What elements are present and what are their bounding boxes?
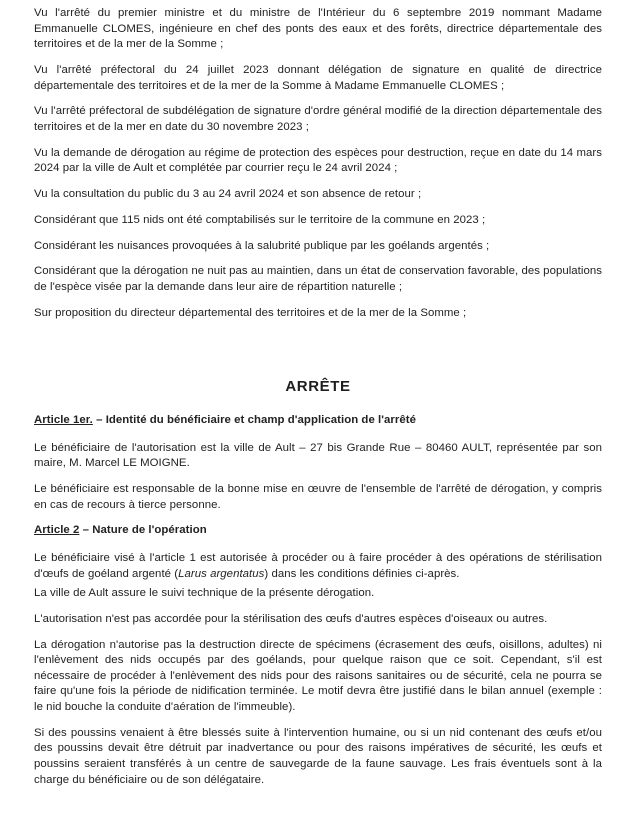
considerant-paragraph: Considérant que 115 nids ont été comptabilisés sur le territoire de la commune en 2023 ; [34, 213, 486, 226]
article-2-number: Article 2 [34, 524, 80, 537]
article-2-text: Le bénéficiaire visé à l'article 1 est autorisée à procéder ou à faire procéder à des opérations de stérilisation d'œufs de goéland argenté ( [34, 551, 602, 580]
article-2-paragraph [34, 551, 602, 582]
article-1-heading [34, 413, 602, 429]
article-2-text: ) dans les conditions définies ci-après. [264, 567, 460, 580]
article-1-separator: – [92, 414, 106, 426]
visa-paragraph: Vu l'arrêté préfectoral du 24 juillet 2023 donnant délégation de signature en qualité de directrice départementale des territoires et de la mer de la Somme à Madame Emmanuelle CLOMES ; [34, 63, 602, 92]
article-1-paragraph: Le bénéficiaire est responsable de la bonne mise en œuvre de l'ensemble de l'arrêté de dérogation, y compris en cas de recours à tierce personne. [34, 482, 602, 511]
visa-paragraph: Vu l'arrêté préfectoral de subdélégation de signature d'ordre général modifié de la direction départementale des territoires et de la mer en date du 30 novembre 2023 ; [34, 105, 602, 133]
article-2-paragraph: La dérogation n'autorise pas la destruction directe de spécimens (écrasement des œufs, oisillons, adultes) ni l'enlèvement des nids occupés par des goélands, pour quelque raison que ce soit. Cependant, s'il est nécessaire de procéder à l'enlèvement des nids pour des raisons sanitaires ou de sécurité, cela ne pourra se faire qu'une fois la période de nidification terminée. Le motif devra être justifié dans le bilan annuel (exemple : le nid bouche la conduite d'aération de l'immeuble). [34, 638, 602, 714]
article-2-title: Nature de l'opération [92, 524, 207, 537]
article-2-heading [34, 523, 602, 539]
considerant-paragraph: Considérant que la dérogation ne nuit pas au maintien, dans un état de conservation favorable, des populations de l'espèce visée par la demande dans leur aire de répartition naturelle ; [34, 265, 602, 294]
article-1-paragraph: Le bénéficiaire de l'autorisation est la ville de Ault – 27 bis Grande Rue – 80460 AULT, représentée par son maire, M. Marcel LE MOIGNE. [34, 441, 602, 470]
visa-paragraph: Vu la demande de dérogation au régime de protection des espèces pour destruction, reçue en date du 14 mars 2024 par la ville de Ault et complétée par courrier reçu le 24 avril 2024 ; [34, 146, 602, 175]
visa-paragraph: Vu la consultation du public du 3 au 24 avril 2024 et son absence de retour ; [34, 188, 422, 201]
article-2-paragraph: L'autorisation n'est pas accordée pour la stérilisation des œufs d'autres espèces d'oiseaux ou autres. [34, 612, 548, 625]
considerant-paragraph: Considérant les nuisances provoquées à la salubrité publique par les goélands argentés ; [34, 239, 490, 252]
article-2-separator: – [79, 524, 93, 537]
proposition-paragraph: Sur proposition du directeur départemental des territoires et de la mer de la Somme ; [34, 306, 467, 319]
article-2-paragraph: La ville de Ault assure le suivi technique de la présente dérogation. [34, 587, 375, 600]
article-1-title: Identité du bénéficiaire et champ d'application de l'arrêté [105, 414, 416, 426]
visa-paragraph: Vu l'arrêté du premier ministre et du ministre de l'Intérieur du 6 septembre 2019 nommant Madame Emmanuelle CLOMES, ingénieure en chef des ponts des eaux et des forêts, directrice départementale des territoires et de la mer de la Somme ; [34, 7, 602, 51]
document-page [34, 6, 602, 798]
species-name: Larus argentatus [178, 567, 265, 580]
article-1-number: Article 1er. [34, 414, 93, 426]
decision-title: ARRÊTE [285, 378, 351, 396]
article-2-paragraph: Si des poussins venaient à être blessés suite à l'intervention humaine, ou si un nid contenant des œufs et/ou des poussins devait être détruit par inadvertance ou pour des raisons impératives de sécurité, les œufs et poussins seraient transférés à un centre de sauvegarde de la faune sauvage. Les frais éventuels sont à la charge du bénéficiaire ou de son délégataire. [34, 726, 602, 786]
